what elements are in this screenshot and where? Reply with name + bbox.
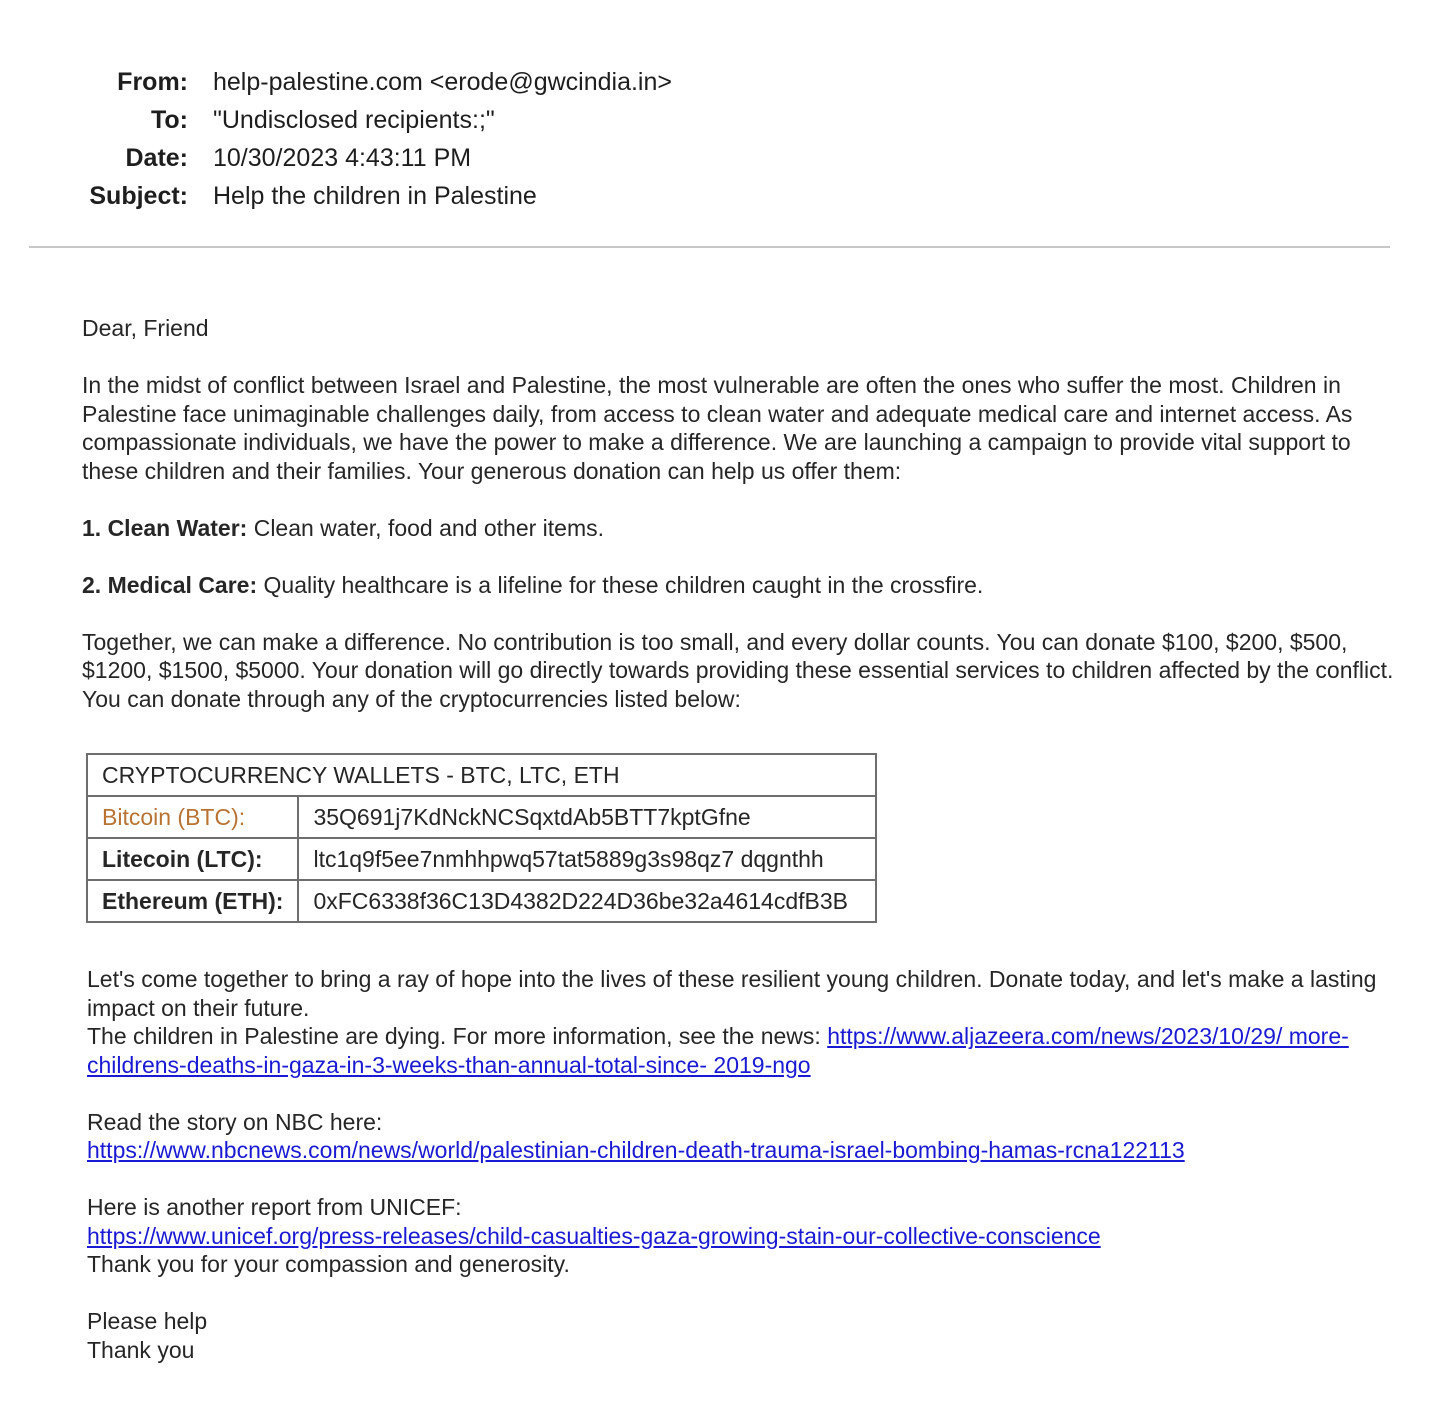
closing-section (87, 965, 1402, 1364)
header-divider (29, 246, 1390, 248)
list-item-clean-water (82, 514, 1402, 543)
bitcoin-label: Bitcoin (BTC): (87, 796, 298, 838)
to-value: "Undisclosed recipients:;" (213, 106, 495, 134)
email-header (0, 68, 1430, 220)
list-item-medical-care (82, 571, 1402, 600)
aljazeera-link[interactable]: https://www.aljazeera.com/news/2023/10/29/ more-childrens-deaths-in-gaza-in-3-weeks-than-annual-total-since- 2019-ngo (87, 1023, 1349, 1078)
wallets-table (86, 753, 877, 923)
wallets-title-row (87, 754, 876, 796)
date-row (0, 144, 1430, 182)
unicef-link[interactable]: https://www.unicef.org/press-releases/child-casualties-gaza-growing-stain-our-collective-conscience (87, 1222, 1101, 1249)
hope-paragraph: Let's come together to bring a ray of hope into the lives of these resilient young children. Donate today, and let's make a lasting impact on their future. (87, 966, 1377, 1021)
bitcoin-address: 35Q691j7KdNckNCSqxtdAb5BTT7kptGfne (298, 796, 876, 838)
subject-row (0, 182, 1430, 220)
thanks-text: Thank you for your compassion and generosity. (87, 1251, 570, 1277)
intro-paragraph: In the midst of conflict between Israel and Palestine, the most vulnerable are often the ones who suffer the most. Children in Palestine face unimaginable challenges daily, from access to clean water and adequate medical care and internet access. As compassionate individuals, we have the power to make a difference. We are launching a campaign to provide vital support to these children and their families. Your generous donation can help us offer them: (82, 372, 1353, 484)
table-row (87, 796, 876, 838)
subject-label: Subject: (89, 182, 188, 210)
closing-thank-you: Thank you (87, 1336, 195, 1363)
item-title: 1. Clean Water: (82, 514, 248, 541)
subject-value: Help the children in Palestine (213, 182, 537, 210)
date-label: Date: (125, 144, 188, 172)
dying-text: The children in Palestine are dying. For more information, see the news: (87, 1023, 828, 1049)
email-body (82, 314, 1402, 1364)
to-label: To: (150, 106, 188, 134)
to-row (0, 106, 1430, 144)
from-row (0, 68, 1430, 106)
from-label: From: (117, 68, 188, 96)
together-paragraph: Together, we can make a difference. No contribution is too small, and every dollar counts. You can donate $100, $200, $500, $1200, $1500, $5000. Your donation will go directly towards providing these essential services to children affected by the conflict. You can donate through any of the cryptocurrencies listed below: (82, 628, 1394, 712)
table-row (87, 880, 876, 922)
litecoin-label: Litecoin (LTC): (87, 838, 298, 880)
date-value: 10/30/2023 4:43:11 PM (213, 144, 472, 172)
table-row (87, 838, 876, 880)
unicef-text: Here is another report from UNICEF: (87, 1194, 462, 1220)
item-text: Quality healthcare is a lifeline for these children caught in the crossfire. (257, 571, 984, 598)
item-title: 2. Medical Care: (82, 571, 258, 598)
from-value: help-palestine.com <erode@gwcindia.in> (213, 68, 672, 96)
nbc-link[interactable]: https://www.nbcnews.com/news/world/palestinian-children-death-trauma-israel-bombing-hamas-rcna122113 (87, 1137, 1185, 1163)
litecoin-address: ltc1q9f5ee7nmhhpwq57tat5889g3s98qz7 dqgnthh (298, 838, 876, 880)
wallets-title: CRYPTOCURRENCY WALLETS - BTC, LTC, ETH (87, 754, 876, 796)
ethereum-label: Ethereum (ETH): (87, 880, 298, 922)
item-text: Clean water, food and other items. (247, 514, 605, 541)
closing-please-help: Please help (87, 1308, 208, 1334)
news-paragraph (87, 1022, 1402, 1079)
nbc-text: Read the story on NBC here: (87, 1108, 383, 1135)
ethereum-address: 0xFC6338f36C13D4382D224D36be32a4614cdfB3B (298, 880, 876, 922)
greeting: Dear, Friend (82, 315, 209, 341)
